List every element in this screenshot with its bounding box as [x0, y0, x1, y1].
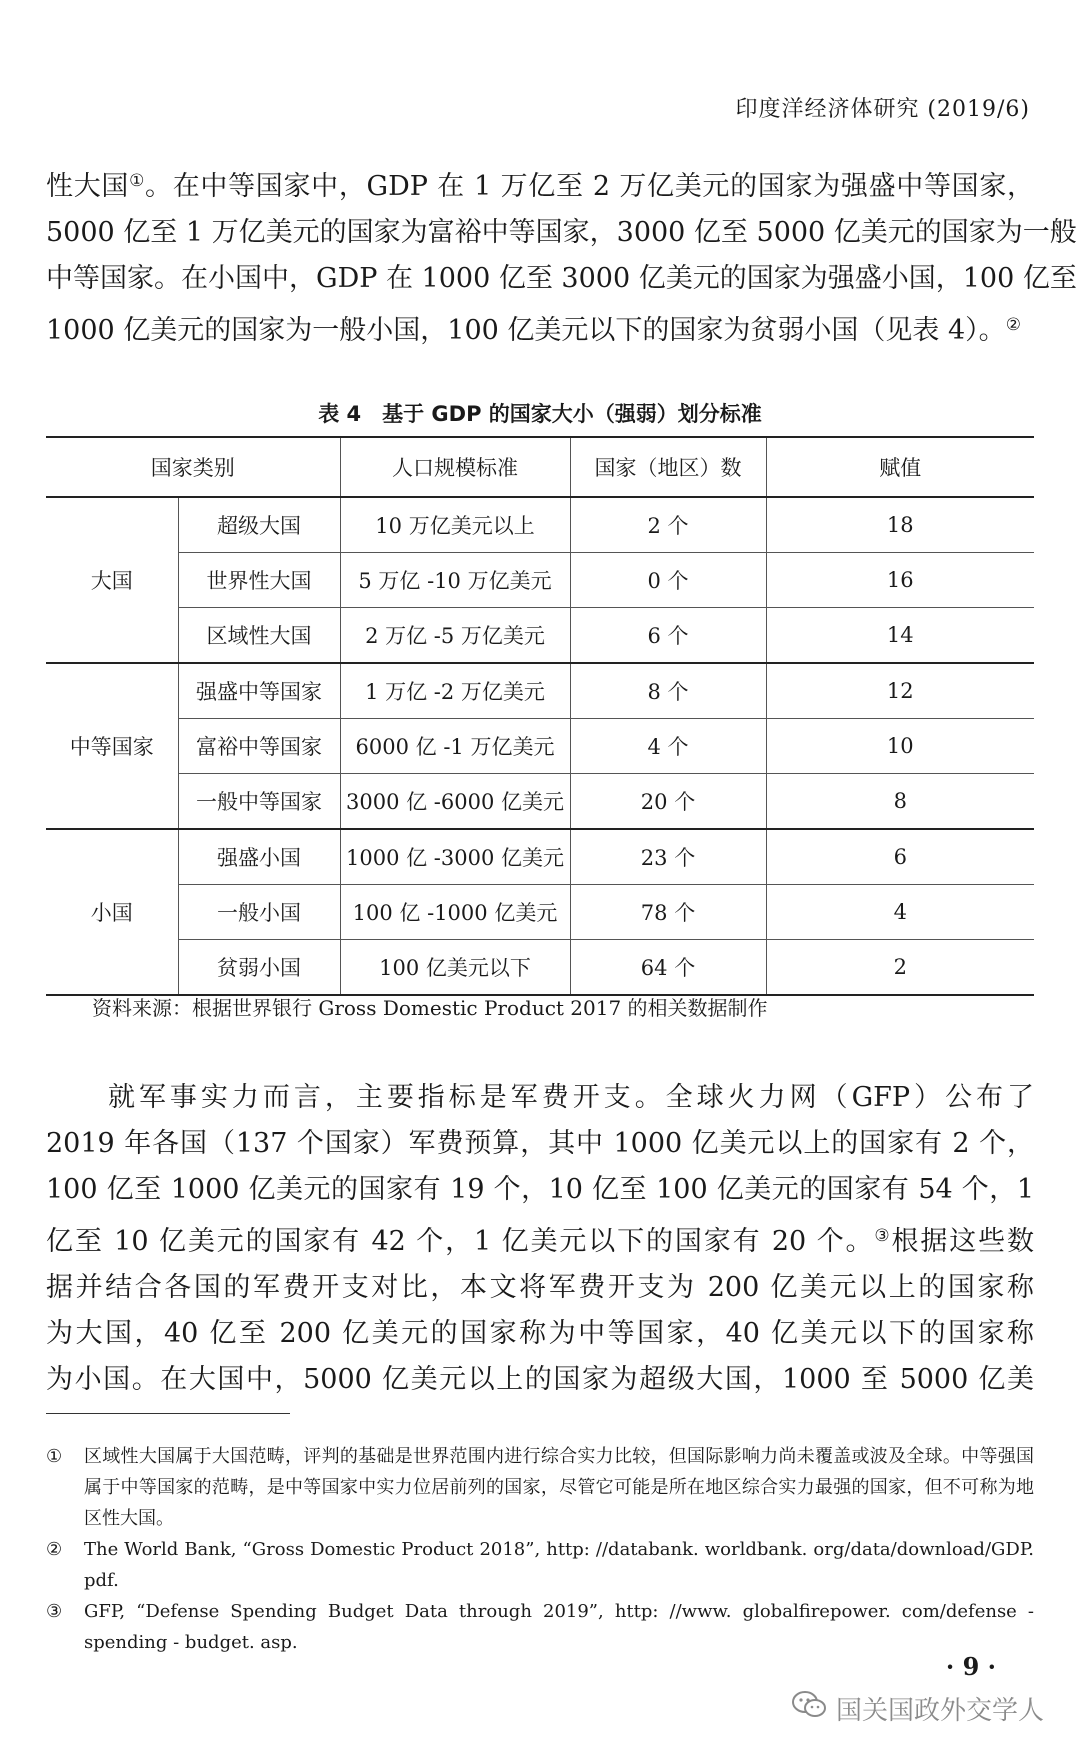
subcategory-cell: 贫弱小国 [178, 940, 340, 996]
count-cell: 78 个 [570, 885, 766, 940]
subcategory-cell: 富裕中等国家 [178, 719, 340, 774]
value-cell: 18 [766, 497, 1034, 553]
criterion-cell: 100 亿美元以下 [340, 940, 570, 996]
footnotes [46, 1441, 1034, 1658]
page-number: · 9 · [945, 1652, 996, 1681]
count-cell: 4 个 [570, 719, 766, 774]
header-value: 赋值 [766, 437, 1034, 497]
value-cell: 10 [766, 719, 1034, 774]
footnote-text[interactable]: GFP, “Defense Spending Budget Data through 2019”, http: //www. globalfirepower. com/defense - spending - budget. asp. [84, 1601, 1034, 1653]
criterion-cell: 6000 亿 -1 万亿美元 [340, 719, 570, 774]
paragraph-military-spending [46, 1075, 1034, 1403]
value-cell: 2 [766, 940, 1034, 996]
value-cell: 12 [766, 663, 1034, 719]
group-label: 小国 [46, 829, 178, 995]
header-category: 国家类别 [46, 437, 340, 497]
count-cell: 2 个 [570, 497, 766, 553]
para2-line-6: 为大国，40 亿至 200 亿美元的国家称为中等国家，40 亿美元以下的国家称 [46, 1318, 1034, 1349]
para2-line-3: 100 亿至 1000 亿美元的国家有 19 个，10 亿至 100 亿美元的国家有 54 个，1 [46, 1174, 1034, 1205]
footnote-ref-3[interactable]: ③ [874, 1226, 892, 1246]
subcategory-cell: 一般小国 [178, 885, 340, 940]
criterion-cell: 2 万亿 -5 万亿美元 [340, 608, 570, 664]
footnote-3 [46, 1596, 1034, 1658]
count-cell: 0 个 [570, 553, 766, 608]
group-label: 大国 [46, 497, 178, 663]
table-row [46, 885, 1034, 940]
table-row [46, 774, 1034, 830]
group-label: 中等国家 [46, 663, 178, 829]
para1-line-4: 1000 亿美元的国家为一般小国，100 亿美元以下的国家为贫弱小国（见表 4）。② [46, 315, 1021, 346]
count-cell: 23 个 [570, 829, 766, 885]
criterion-cell: 5 万亿 -10 万亿美元 [340, 553, 570, 608]
table-source-note: 资料来源：根据世界银行 Gross Domestic Product 2017 的相关数据制作 [92, 996, 768, 1020]
footnote-number: ② [46, 1539, 63, 1560]
country-size-table [46, 436, 1034, 996]
criterion-cell: 10 万亿美元以上 [340, 497, 570, 553]
footnote-ref-2[interactable]: ② [1005, 315, 1021, 335]
para1-line-3: 中等国家。在小国中，GDP 在 1000 亿至 3000 亿美元的国家为强盛小国，100 亿至 [46, 263, 1077, 294]
footnote-text: 区域性大国属于大国范畴，评判的基础是世界范围内进行综合实力比较，但国际影响力尚未覆盖或波及全球。中等强国属于中等国家的范畴，是中等国家中实力位居前列的国家，尽管它可能是所在地区综合实力最强的国家，但不可称为地区性大国。 [84, 1446, 1034, 1529]
para2-line-2: 2019 年各国（137 个国家）军费预算，其中 1000 亿美元以上的国家有 2 个， [46, 1128, 1034, 1159]
para2-line-1: 就军事实力而言，主要指标是军费开支。全球火力网（GFP）公布了 [46, 1082, 1034, 1113]
subcategory-cell: 一般中等国家 [178, 774, 340, 830]
table-row [46, 829, 1034, 885]
value-cell: 6 [766, 829, 1034, 885]
watermark [792, 1690, 1044, 1727]
para2-line-4: 亿至 10 亿美元的国家有 42 个，1 亿美元以下的国家有 20 个。③根据这些数 [46, 1226, 1034, 1257]
subcategory-cell: 区域性大国 [178, 608, 340, 664]
table-row [46, 719, 1034, 774]
subcategory-cell: 强盛中等国家 [178, 663, 340, 719]
criterion-cell: 1000 亿 -3000 亿美元 [340, 829, 570, 885]
footnote-divider [46, 1413, 290, 1414]
header-criterion: 人口规模标准 [340, 437, 570, 497]
value-cell: 14 [766, 608, 1034, 664]
footnote-text[interactable]: The World Bank, “Gross Domestic Product 2018”, http: //databank. worldbank. org/data/download/GDP. pdf. [84, 1539, 1034, 1591]
count-cell: 8 个 [570, 663, 766, 719]
count-cell: 6 个 [570, 608, 766, 664]
watermark-text: 国关国政外交学人 [835, 1696, 1044, 1726]
footnote-1 [46, 1441, 1034, 1534]
table-row [46, 663, 1034, 719]
table-title: 表 4 基于 GDP 的国家大小（强弱）划分标准 [318, 402, 762, 426]
para1-line-1: 性大国①。在中等国家中，GDP 在 1 万亿至 2 万亿美元的国家为强盛中等国家， [46, 171, 1035, 202]
subcategory-cell: 强盛小国 [178, 829, 340, 885]
criterion-cell: 3000 亿 -6000 亿美元 [340, 774, 570, 830]
footnote-number: ③ [46, 1601, 63, 1622]
para2-line-7: 为小国。在大国中，5000 亿美元以上的国家为超级大国，1000 至 5000 亿美 [46, 1364, 1034, 1395]
table-row [46, 940, 1034, 996]
table-row [46, 553, 1034, 608]
table-row [46, 497, 1034, 553]
subcategory-cell: 世界性大国 [178, 553, 340, 608]
journal-header: 印度洋经济体研究 (2019/6) [735, 97, 1030, 122]
value-cell: 8 [766, 774, 1034, 830]
value-cell: 4 [766, 885, 1034, 940]
header-count: 国家（地区）数 [570, 437, 766, 497]
footnote-ref-1[interactable]: ① [129, 171, 146, 191]
value-cell: 16 [766, 553, 1034, 608]
wechat-icon [792, 1691, 836, 1726]
criterion-cell: 1 万亿 -2 万亿美元 [340, 663, 570, 719]
table-row [46, 608, 1034, 664]
subcategory-cell: 超级大国 [178, 497, 340, 553]
count-cell: 64 个 [570, 940, 766, 996]
footnote-2 [46, 1534, 1034, 1596]
criterion-cell: 100 亿 -1000 亿美元 [340, 885, 570, 940]
paragraph-gdp-criteria [46, 158, 1077, 354]
table-header-row [46, 437, 1034, 497]
para2-line-5: 据并结合各国的军费开支对比，本文将军费开支为 200 亿美元以上的国家称 [46, 1272, 1034, 1303]
para1-line-2: 5000 亿至 1 万亿美元的国家为富裕中等国家，3000 亿至 5000 亿美元的国家为一般 [46, 217, 1077, 248]
footnote-number: ① [46, 1446, 63, 1467]
count-cell: 20 个 [570, 774, 766, 830]
